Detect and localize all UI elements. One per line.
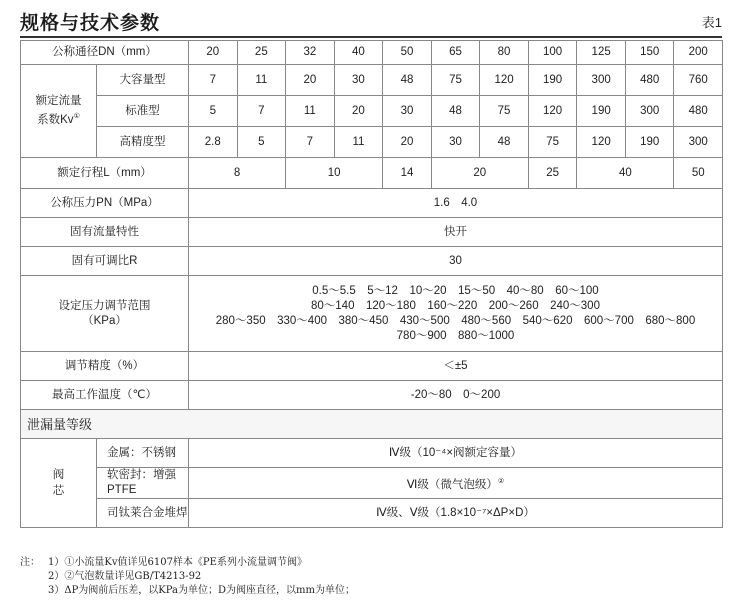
note-item: 2）②气泡数量详见GB/T4213-92 <box>48 571 202 582</box>
kv-value: 7 <box>189 65 238 96</box>
kv-value: 48 <box>480 127 529 158</box>
kv-value: 120 <box>577 127 626 158</box>
dn-value: 40 <box>334 41 383 65</box>
stroke-row <box>21 158 723 189</box>
dn-value: 32 <box>286 41 335 65</box>
leakage-row <box>21 499 723 528</box>
kv-value: 190 <box>625 127 674 158</box>
footnotes <box>20 556 720 598</box>
leakage-value <box>189 468 723 499</box>
leakage-type: 软密封：增强PTFE <box>97 468 189 499</box>
stroke-value: 14 <box>383 158 432 189</box>
notes-prefix: 注： <box>20 557 40 568</box>
stroke-value: 20 <box>431 158 528 189</box>
kv-value: 5 <box>237 127 286 158</box>
dn-value: 50 <box>383 41 432 65</box>
set-range-line: 780～900 880～1000 <box>396 329 515 342</box>
leakage-type: 司钛莱合金堆焊 <box>97 499 189 528</box>
kv-row <box>21 96 723 127</box>
kv-value: 760 <box>674 65 723 96</box>
leakage-footnote-mark: ② <box>497 477 505 485</box>
kv-value: 7 <box>237 96 286 127</box>
valve-core-char: 芯 <box>52 485 65 497</box>
stroke-value: 8 <box>189 158 286 189</box>
leakage-type: 金属：不锈钢 <box>97 439 189 468</box>
dn-row <box>21 41 723 65</box>
dn-value: 25 <box>237 41 286 65</box>
kv-value: 190 <box>577 96 626 127</box>
stroke-label: 额定行程L（mm） <box>21 158 189 189</box>
max-temp-value: -20～80 0～200 <box>189 381 723 410</box>
leakage-value: Ⅳ级、Ⅴ级（1.8×10⁻⁷×ΔP×D） <box>189 499 723 528</box>
set-range-label-line1: 设定压力调节范围 <box>58 299 151 312</box>
leakage-value-text: Ⅵ级（微气泡级） <box>406 478 498 491</box>
kv-value: 75 <box>480 96 529 127</box>
kv-value: 7 <box>286 127 335 158</box>
page-title: 规格与技术参数 <box>20 13 161 34</box>
kv-value: 20 <box>334 96 383 127</box>
kv-label-line2: 系数Kv <box>37 113 74 126</box>
kv-value: 20 <box>383 127 432 158</box>
note-item: 3）ΔP为阀前后压差，以KPa为单位；D为阀座直径，以mm为单位； <box>48 585 356 596</box>
valve-core-char: 阀 <box>52 469 65 481</box>
kv-value: 300 <box>674 127 723 158</box>
kv-value: 48 <box>431 96 480 127</box>
note-item: 1）①小流量Kv值详见6107样本《PE系列小流量调节阀》 <box>48 557 307 568</box>
kv-value: 190 <box>528 65 577 96</box>
set-range-line: 80～140 120～180 160～220 200～260 240～300 <box>310 299 600 312</box>
kv-footnote-mark: ① <box>73 113 80 121</box>
kv-value: 30 <box>431 127 480 158</box>
set-range-label <box>21 276 189 352</box>
set-range-line: 0.5～5.5 5～12 10～20 15～50 40～80 60～100 <box>312 284 599 297</box>
accuracy-row <box>21 352 723 381</box>
kv-row <box>21 127 723 158</box>
set-range-values <box>189 276 723 352</box>
kv-value: 120 <box>480 65 529 96</box>
kv-value: 300 <box>577 65 626 96</box>
set-range-row <box>21 276 723 352</box>
valve-core-label <box>21 439 97 528</box>
max-temp-row <box>21 381 723 410</box>
dn-value: 80 <box>480 41 529 65</box>
pn-value: 1.6 4.0 <box>189 189 723 218</box>
rangeability-label: 固有可调比R <box>21 247 189 276</box>
kv-value: 11 <box>334 127 383 158</box>
stroke-value: 25 <box>528 158 577 189</box>
dn-value: 65 <box>431 41 480 65</box>
kv-value: 75 <box>431 65 480 96</box>
accuracy-value: ＜±5 <box>189 352 723 381</box>
flow-char-label: 固有流量特性 <box>21 218 189 247</box>
kv-value: 75 <box>528 127 577 158</box>
kv-type: 大容量型 <box>97 65 189 96</box>
kv-row <box>21 65 723 96</box>
accuracy-label: 调节精度（%） <box>21 352 189 381</box>
spec-table <box>20 40 723 528</box>
flow-char-row <box>21 218 723 247</box>
kv-value: 2.8 <box>189 127 238 158</box>
set-range-label-line2: （KPa） <box>82 314 127 327</box>
kv-value: 300 <box>625 96 674 127</box>
leakage-section-row <box>21 410 723 439</box>
leakage-section-title: 泄漏量等级 <box>21 410 723 439</box>
stroke-value: 40 <box>577 158 674 189</box>
dn-value: 125 <box>577 41 626 65</box>
dn-value: 100 <box>528 41 577 65</box>
page-header <box>20 6 722 34</box>
kv-value: 11 <box>237 65 286 96</box>
pn-label: 公称压力PN（MPa） <box>21 189 189 218</box>
kv-value: 480 <box>625 65 674 96</box>
kv-value: 480 <box>674 96 723 127</box>
set-range-line: 280～350 330～400 380～450 430～500 480～560 540～620 600～700 680～800 <box>215 314 696 327</box>
max-temp-label: 最高工作温度（℃） <box>21 381 189 410</box>
dn-label: 公称通径DN（mm） <box>21 41 189 65</box>
header-rule <box>20 36 722 38</box>
flow-char-value: 快开 <box>189 218 723 247</box>
kv-value: 11 <box>286 96 335 127</box>
kv-value: 5 <box>189 96 238 127</box>
leakage-value: Ⅳ级（10⁻⁴×阀额定容量） <box>189 439 723 468</box>
kv-value: 30 <box>383 96 432 127</box>
rangeability-row <box>21 247 723 276</box>
leakage-row <box>21 468 723 499</box>
kv-value: 20 <box>286 65 335 96</box>
pn-row <box>21 189 723 218</box>
kv-value: 48 <box>383 65 432 96</box>
stroke-value: 50 <box>674 158 723 189</box>
rangeability-value: 30 <box>189 247 723 276</box>
kv-type: 标准型 <box>97 96 189 127</box>
kv-value: 120 <box>528 96 577 127</box>
kv-label-line1: 额定流量 <box>35 95 82 108</box>
stroke-value: 10 <box>286 158 383 189</box>
leakage-row <box>21 439 723 468</box>
dn-value: 20 <box>189 41 238 65</box>
kv-label <box>21 65 97 158</box>
table-number: 表1 <box>701 15 722 30</box>
dn-value: 150 <box>625 41 674 65</box>
dn-value: 200 <box>674 41 723 65</box>
kv-value: 30 <box>334 65 383 96</box>
kv-type: 高精度型 <box>97 127 189 158</box>
